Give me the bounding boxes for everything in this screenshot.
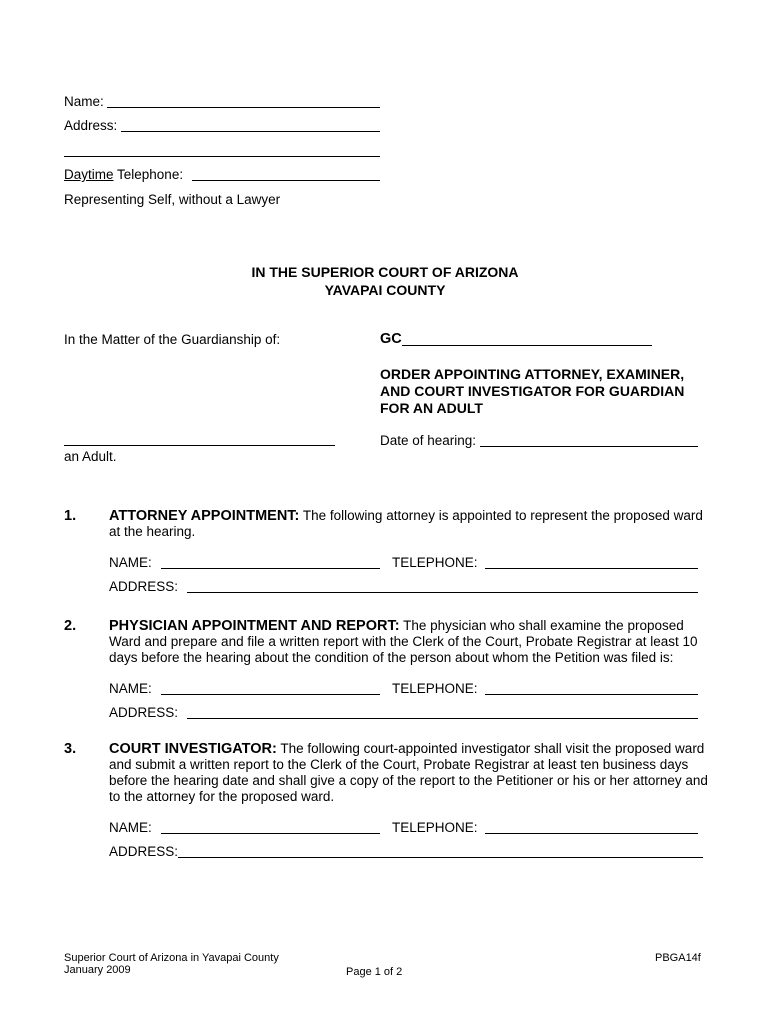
name-label: Name: — [64, 94, 104, 109]
investigator-telephone-field[interactable] — [485, 833, 698, 834]
section-1-heading: ATTORNEY APPOINTMENT: — [109, 508, 300, 524]
section-1-phone-label: TELEPHONE: — [392, 555, 478, 570]
telephone-label — [64, 167, 183, 183]
section-3-name-label: NAME: — [109, 820, 152, 835]
order-title-line-3: FOR AN ADULT — [380, 400, 483, 416]
court-title-line-2: YAVAPAI COUNTY — [324, 282, 446, 298]
section-3-address-label: ADDRESS: — [109, 844, 179, 859]
footer-court-name: Superior Court of Arizona in Yavapai County — [64, 952, 279, 964]
section-2-heading: PHYSICIAN APPOINTMENT AND REPORT: — [109, 618, 400, 634]
order-title-line-2: AND COURT INVESTIGATOR FOR GUARDIAN — [380, 383, 685, 399]
address-field[interactable] — [121, 131, 380, 132]
attorney-address-field[interactable] — [187, 592, 698, 593]
physician-telephone-field[interactable] — [485, 694, 698, 695]
section-3-heading: COURT INVESTIGATOR: — [109, 741, 277, 757]
section-3-number: 3. — [64, 741, 77, 757]
section-1-address-label: ADDRESS: — [109, 579, 179, 594]
footer-page-number: Page 1 of 2 — [346, 966, 403, 978]
case-number-prefix: GC — [380, 331, 402, 347]
section-1-text: The following attorney is appointed to represent the proposed ward at the hearing. — [109, 508, 703, 539]
physician-address-field[interactable] — [187, 718, 698, 719]
section-3-text: The following court-appointed investigator shall visit the proposed ward and submit a written report to the Clerk of the Court, Probate Registrar at least ten business days before the hearing date and shall give a copy of the report to the Petitioner or his or her attorney and to the attorney for the proposed ward. — [109, 741, 708, 804]
address-label: Address: — [64, 118, 118, 133]
section-1-number: 1. — [64, 508, 77, 524]
section-2-phone-label: TELEPHONE: — [392, 681, 478, 696]
attorney-telephone-field[interactable] — [485, 568, 698, 569]
hearing-date-label: Date of hearing: — [380, 433, 477, 448]
telephone-field[interactable] — [192, 180, 380, 181]
name-field[interactable] — [107, 107, 380, 108]
footer-form-id: PBGA14f — [655, 952, 701, 964]
address-field-line-2[interactable] — [64, 156, 380, 157]
section-2-paragraph — [109, 618, 714, 666]
telephone-prefix: Daytime — [64, 167, 114, 182]
section-2-address-label: ADDRESS: — [109, 705, 179, 720]
investigator-address-field[interactable] — [178, 857, 703, 858]
investigator-name-field[interactable] — [161, 833, 380, 834]
hearing-date-field[interactable] — [480, 446, 698, 447]
section-2-number: 2. — [64, 618, 77, 634]
section-3-phone-label: TELEPHONE: — [392, 820, 478, 835]
section-3-paragraph — [109, 741, 714, 805]
ward-name-field[interactable] — [64, 445, 335, 446]
order-title-line-1: ORDER APPOINTING ATTORNEY, EXAMINER, — [380, 366, 685, 382]
section-1-name-label: NAME: — [109, 555, 152, 570]
footer-date: January 2009 — [64, 964, 131, 976]
section-2-text: The physician who shall examine the proposed Ward and prepare and file a written report with the Clerk of the Court, Probate Registrar at least 10 days before the hearing about the condition of the person about whom the Petition was filed is: — [109, 618, 698, 665]
attorney-name-field[interactable] — [161, 568, 380, 569]
an-adult-label: an Adult. — [64, 449, 117, 464]
guardianship-matter-label: In the Matter of the Guardianship of: — [64, 332, 281, 347]
court-title-line-1: IN THE SUPERIOR COURT OF ARIZONA — [251, 264, 519, 280]
case-number-field[interactable] — [402, 345, 652, 346]
telephone-label-text: Telephone: — [113, 167, 184, 182]
section-1-paragraph — [109, 508, 714, 540]
physician-name-field[interactable] — [161, 694, 380, 695]
representing-text: Representing Self, without a Lawyer — [64, 192, 281, 207]
section-2-name-label: NAME: — [109, 681, 152, 696]
